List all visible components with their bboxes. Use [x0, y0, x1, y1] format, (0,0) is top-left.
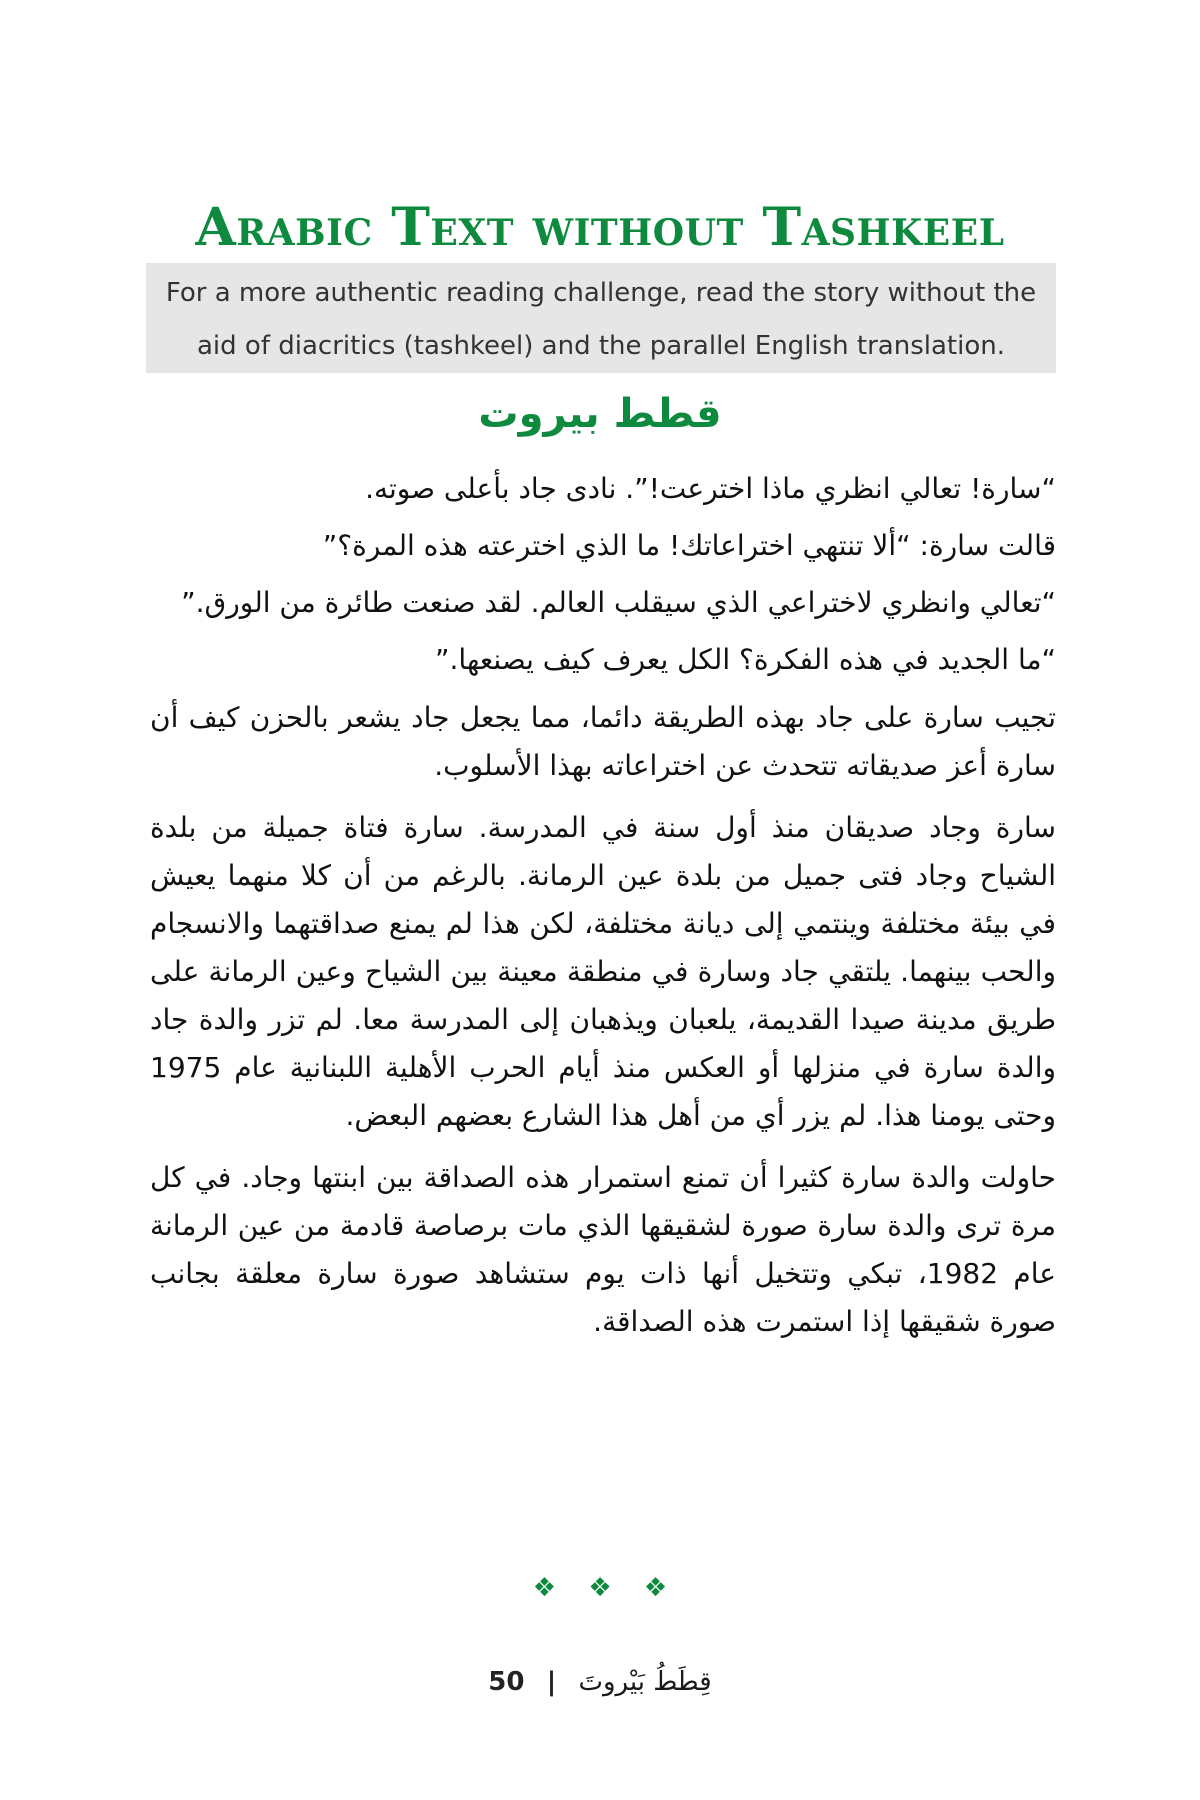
- story-paragraph: سارة وجاد صديقان منذ أول سنة في المدرسة. سارة فتاة جميلة من بلدة الشياح وجاد فتى جميل من بلدة عين الرمانة. بالرغم من أن كلا منهما يعيش في بيئة مختلفة وينتمي إلى ديانة مختلفة، لكن هذا لم يمنع صداقتهما والانسجام والحب بينهما. يلتقي جاد وسارة في منطقة معينة بين الشياح وعين الرمانة على طريق مدينة صيدا القديمة، يلعبان ويذهبان إلى المدرسة معا. لم تزر والدة جاد والدة سارة في منزلها أو العكس منذ أيام الحرب الأهلية اللبنانية عام 1975 وحتى يومنا هذا. لم يزر أي من أهل هذا الشارع بعضهم البعض.: [150, 811, 1056, 1132]
- dialogue-line: “تعالي وانظري لاختراعي الذي سيقلب العالم. لقد صنعت طائرة من الورق.”: [181, 586, 1056, 619]
- story-body: [150, 460, 1056, 1346]
- page-number: 50: [488, 1667, 525, 1697]
- dialogue-line: “ما الجديد في هذه الفكرة؟ الكل يعرف كيف يصنعها.”: [435, 643, 1056, 676]
- page-title: Arabic Text without Tashkeel: [195, 196, 1005, 258]
- diamond-ornament-icon: ❖: [532, 1573, 557, 1603]
- dialogue-line: قالت سارة: “ألا تنتهي اختراعاتك! ما الذي اخترعته هذه المرة؟”: [322, 529, 1056, 562]
- diamond-ornament-icon: ❖: [643, 1573, 668, 1603]
- footer-separator: |: [546, 1667, 557, 1697]
- page-footer: [0, 1660, 1200, 1704]
- intro-note: For a more authentic reading challenge, read the story without the aid of diacritics (tashkeel) and the parallel English translation.: [146, 263, 1056, 373]
- section-ornament: [0, 1568, 1200, 1608]
- story-title: قطط بيروت: [478, 391, 722, 437]
- footer-book-title: قِطَطُ بَيْروتَ: [578, 1667, 712, 1697]
- diamond-ornament-icon: ❖: [588, 1573, 612, 1603]
- dialogue-line: “سارة! تعالي انظري ماذا اخترعت!”. نادى جاد بأعلى صوته.: [365, 472, 1056, 505]
- story-paragraph: حاولت والدة سارة كثيرا أن تمنع استمرار هذه الصداقة بين ابنتها وجاد. في كل مرة ترى والدة سارة صورة لشقيقها الذي مات برصاصة قادمة من عين الرمانة عام 1982، تبكي وتتخيل أنها ذات يوم ستشاهد صورة سارة معلقة بجانب صورة شقيقها إذا استمرت هذه الصداقة.: [150, 1161, 1056, 1338]
- story-paragraph: تجيب سارة على جاد بهذه الطريقة دائما، مما يجعل جاد يشعر بالحزن كيف أن سارة أعز صديقاته تتحدث عن اختراعاته بهذا الأسلوب.: [150, 701, 1056, 782]
